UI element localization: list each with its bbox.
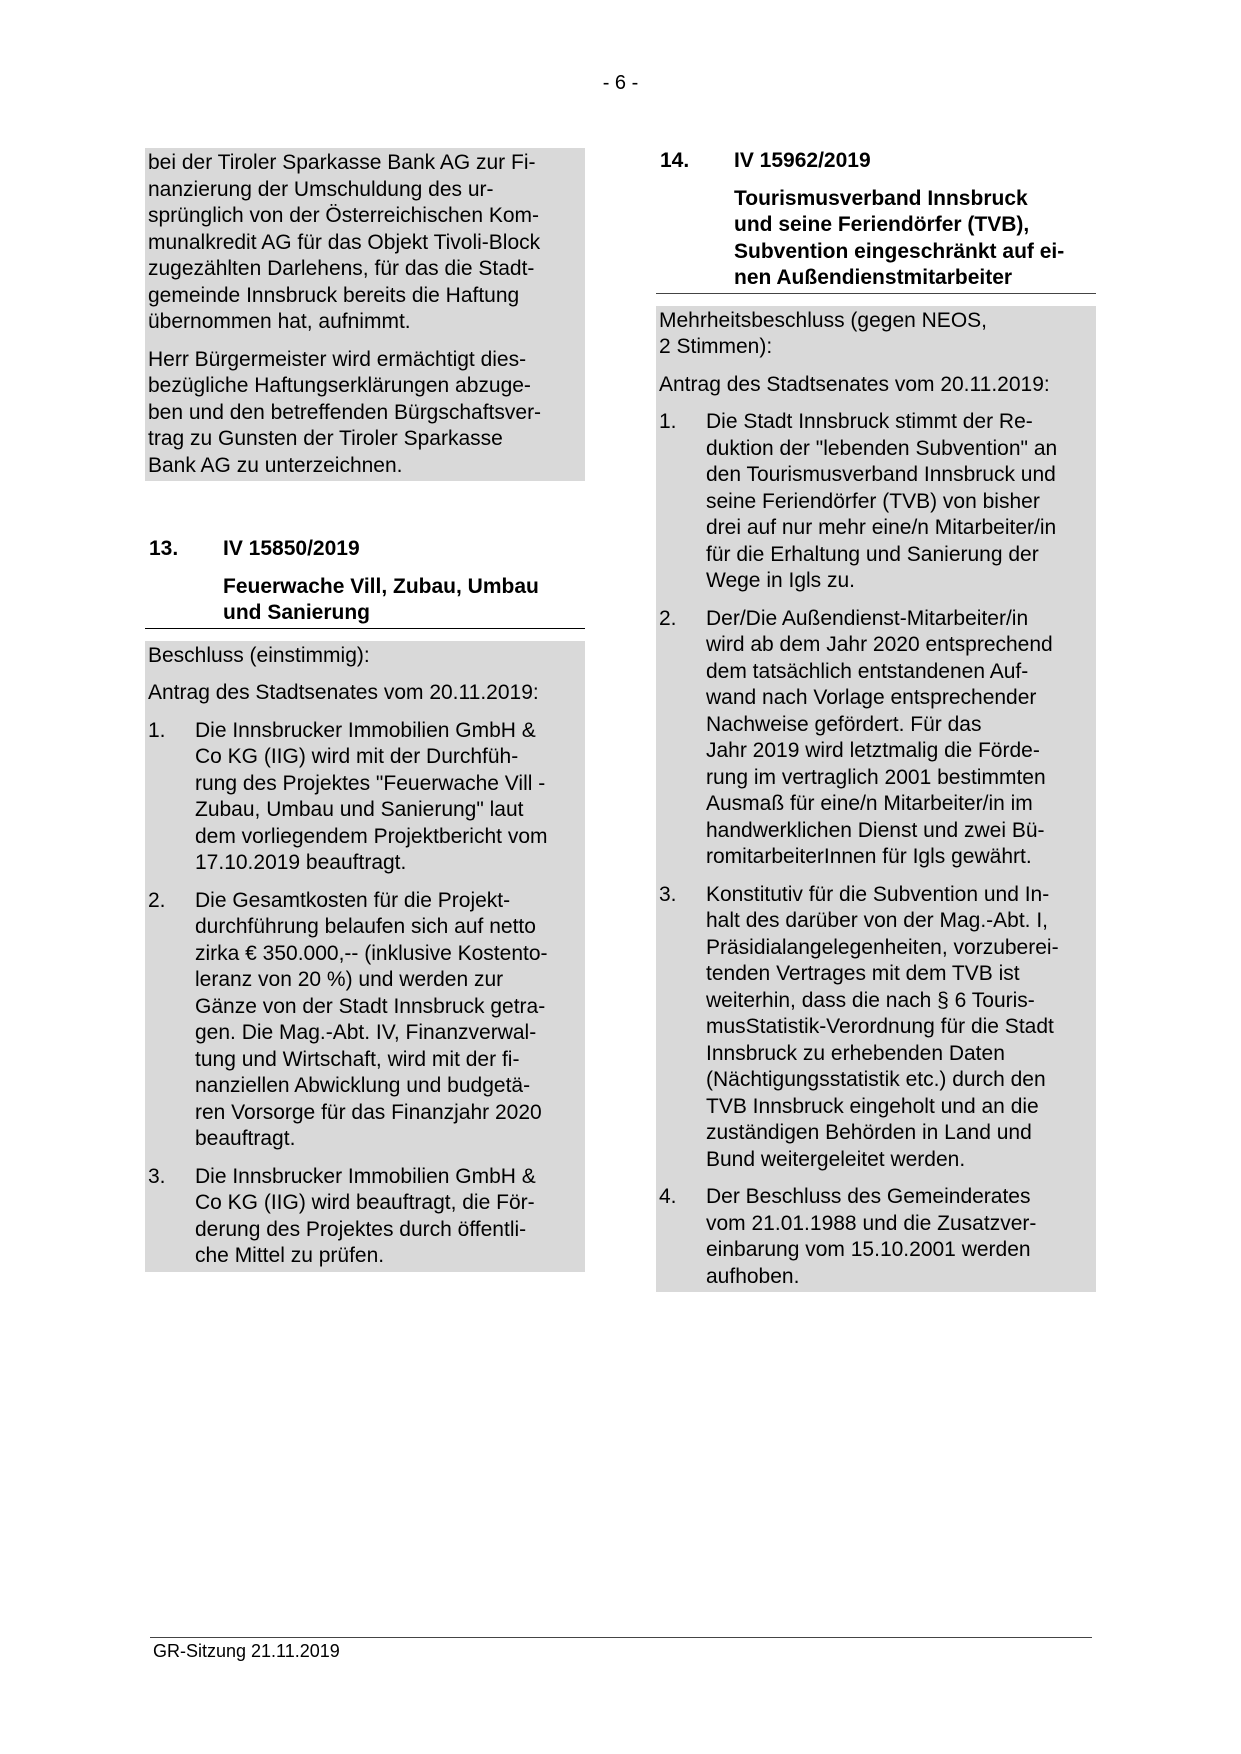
item-13-points [148,718,581,1270]
point-number: 2. [148,888,166,912]
footer-session-date: GR-Sitzung 21.11.2019 [153,1641,340,1661]
point-number: 1. [148,718,166,742]
list-item [659,1184,1092,1290]
list-item [659,409,1092,595]
item-13-body [145,641,585,1272]
point-number: 1. [659,410,677,433]
point-number: 4. [659,1185,677,1208]
list-item [148,1164,581,1270]
page-number: - 6 - [602,72,639,94]
point-text: Die Innsbrucker Immobilien GmbH & Co KG (IIG) wird mit der Durchfüh- rung des Projektes "Feuerwache Vill - Zubau, Umbau und Sanierung" laut dem vorliegendem Projektbericht vom 17.10.2019 beauftragt. [195,718,548,874]
footer-divider [150,1637,1092,1638]
point-text: Der/Die Außendienst-Mitarbeiter/in wird ab dem Jahr 2020 entsprechend dem tatsächlich entstandenen Auf- wand nach Vorlage entsprechender Nachweise gefördert. Für das Jahr 2019 wird letztmalig die Förde- rung im vertraglich 2001 bestimmten Ausmaß für eine/n Mitarbeiter/in im handwerklichen Dienst und zwei Bü- romitarbeiterInnen für Igls gewährt. [706,606,1053,868]
point-number: 2. [659,606,677,630]
item-14-title: Tourismusverband Innsbruck und seine Feriendörfer (TVB), Subvention eingeschränkt auf ei- nen Außendienstmitarbeiter [734,186,1065,289]
item-13-number: 13. [149,537,179,560]
list-item [148,888,581,1153]
right-column [656,148,1096,1292]
item-14-ref: IV 15962/2019 [734,149,871,172]
item-13-divider [145,628,585,629]
list-item [659,882,1092,1174]
point-number: 3. [659,882,677,906]
item-13-heading [145,536,585,627]
list-item [148,718,581,877]
item-13-motion: Antrag des Stadtsenates vom 20.11.2019: [148,681,539,704]
item-13-ref: IV 15850/2019 [223,537,360,560]
point-number: 3. [148,1164,166,1188]
item-14-divider [656,293,1096,294]
item-13-resolution: Beschluss (einstimmig): [148,643,370,667]
point-text: Der Beschluss des Gemeinderates vom 21.01.1988 und die Zusatzver- einbarung vom 15.10.2001 werden aufhoben. [706,1185,1037,1288]
item-14-body [656,306,1096,1293]
point-text: Die Stadt Innsbruck stimmt der Re- duktion der "lebenden Subvention" an den Tourismusverband Innsbruck und seine Feriendörfer (TVB) von bisher drei auf nur mehr eine/n Mitarbeiter/in für die Erhaltung und Sanierung der Wege in Igls zu. [706,410,1058,592]
list-item [659,606,1092,871]
item-14-resolution: Mehrheitsbeschluss (gegen NEOS, 2 Stimmen): [659,308,987,358]
item-12-continuation [145,148,585,481]
item-14-heading [656,148,1096,292]
point-text: Die Innsbrucker Immobilien GmbH & Co KG (IIG) wird beauftragt, die För- derung des Projektes durch öffentli- che Mittel zu prüfen. [195,1164,536,1267]
item-13-title: Feuerwache Vill, Zubau, Umbau und Sanierung [223,574,539,624]
continuation-paragraph-1: bei der Tiroler Sparkasse Bank AG zur Fi- nanzierung der Umschuldung des ur- sprünglich von der Österreichischen Kom- munalkredit AG für das Objekt Tivoli-Block zugezählten Darlehens, für das die Stadt- gemeinde Innsbruck bereits die Haftung übernommen hat, aufnimmt. [148,151,541,333]
point-text: Konstitutiv für die Subvention und In- halt des darüber von der Mag.-Abt. I, Präsidialangelegenheiten, vorzuberei- tenden Vertrages mit dem TVB ist weiterhin, dass die nach § 6 Touris- musStatistik-Verordnung für die Stadt Innsbruck zu erhebenden Daten (Nächtigungsstatistik etc.) durch den TVB Innsbruck eingeholt und an die zuständigen Behörden in Land und Bund weitergeleitet werden. [706,882,1059,1171]
item-14-motion: Antrag des Stadtsenates vom 20.11.2019: [659,372,1050,396]
left-column [145,148,585,1272]
continuation-paragraph-2: Herr Bürgermeister wird ermächtigt dies- bezügliche Haftungserklärungen abzuge- ben und den betreffenden Bürgschaftsver- trag zu Gunsten der Tiroler Sparkasse Bank AG zu unterzeichnen. [148,347,542,477]
item-14-number: 14. [660,149,690,172]
item-14-points [659,409,1092,1290]
point-text: Die Gesamtkosten für die Projekt- durchführung belaufen sich auf netto zirka € 350.000,-- (inklusive Kostento- leranz von 20 %) und werden zur Gänze von der Stadt Innsbruck getra- gen. Die Mag.-Abt. IV, Finanzverwal- tung und Wirtschaft, wird mit der fi- nanziellen Abwicklung und budgetä- ren Vorsorge für das Finanzjahr 2020 beauftragt. [195,888,548,1150]
